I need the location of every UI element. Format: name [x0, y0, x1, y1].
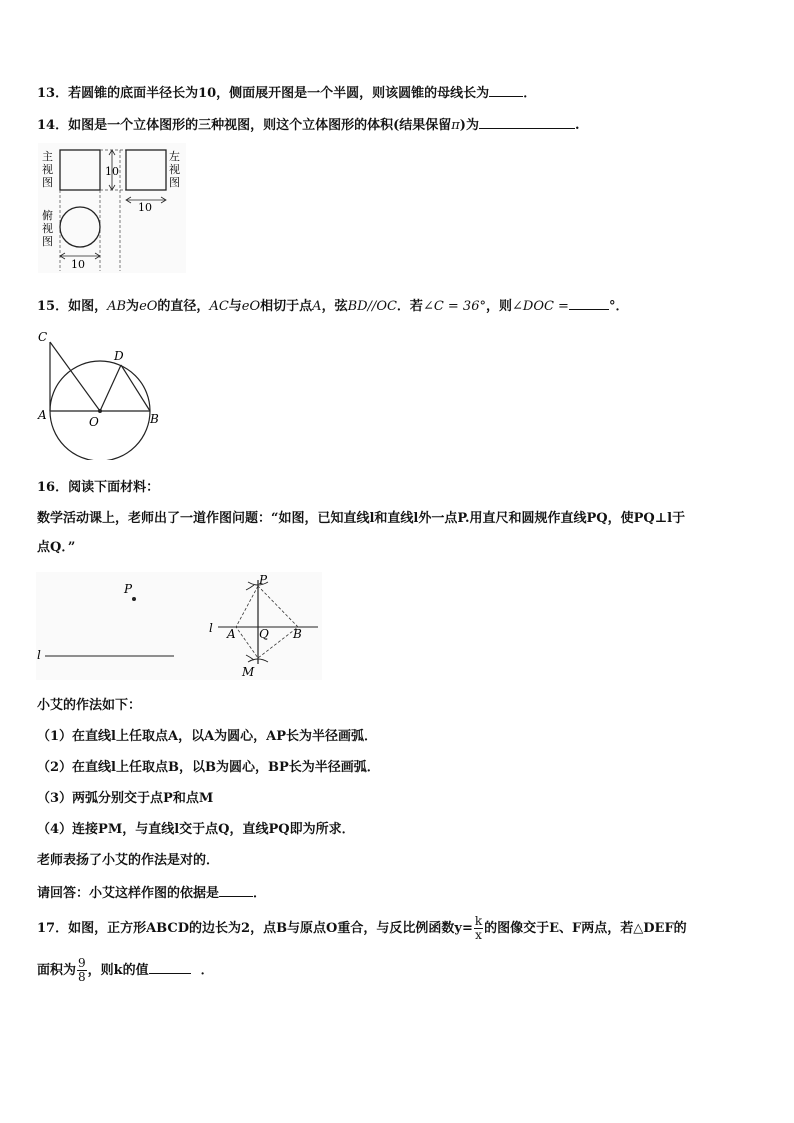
- q17-text-1: 17．如图，正方形ABCD的边长为2，点B与原点O重合，与反比例函数y=: [37, 921, 473, 936]
- segment-co: [50, 342, 100, 411]
- question-17-line-1: [37, 915, 687, 943]
- top-view-label-2: 视: [42, 222, 53, 235]
- q15-text-3: 的直径，: [157, 299, 210, 314]
- q15-text-1: 15．如图，: [37, 299, 108, 314]
- step-3: （3）两弧分别交于点P和点M: [37, 791, 214, 806]
- fraction-k: k: [474, 914, 483, 928]
- q13-end: ．: [523, 86, 537, 101]
- q15-ac: AC: [209, 299, 229, 314]
- right-label-l: l: [209, 621, 213, 635]
- label-a: A: [38, 408, 47, 422]
- step-2: （2）在直线l上任取点B，以B为圆心，BP长为半径画弧．: [37, 760, 380, 775]
- circle-o-symbol-2: eO: [241, 299, 261, 314]
- question-16-line-2: 点Q．”: [37, 540, 76, 555]
- q14-end: .: [574, 118, 580, 133]
- q15-angle-c: ∠C = 36°: [422, 299, 486, 314]
- q15-point-a: A: [312, 299, 322, 314]
- q15-text-4: 与: [228, 299, 242, 314]
- q15-end: °．: [608, 299, 629, 314]
- top-width-dimension: 10: [71, 258, 85, 271]
- height-dimension: 10: [105, 165, 119, 178]
- left-label-p: P: [124, 582, 133, 596]
- q15-text-8: ，则: [485, 299, 512, 314]
- perpendicular-construction-figure: [36, 572, 322, 680]
- point-p-dot: [132, 597, 136, 601]
- label-b: B: [150, 412, 159, 426]
- pi-symbol: π: [451, 118, 460, 133]
- left-view-label-1: 左: [169, 150, 180, 163]
- fraction-8: 8: [78, 970, 86, 984]
- question-16-line-1: 数学活动课上，老师出了一道作图问题：“如图，已知直线l和直线l外一点P.用直尺和圆规作直线PQ，使PQ⊥l于: [37, 511, 686, 526]
- fraction-k-over-x: [474, 915, 483, 942]
- right-label-m: M: [242, 665, 255, 679]
- q15-bd-parallel-oc: BD//OC: [347, 299, 397, 314]
- step-1: （1）在直线l上任取点A，以A为圆心，AP长为半径画弧．: [37, 729, 378, 744]
- left-label-l: l: [37, 648, 41, 662]
- q17-text-4: ，则k的值: [87, 963, 149, 978]
- circle-tangent-figure: [34, 328, 164, 460]
- q16-ask-end: ．: [253, 886, 267, 901]
- q14-text: 14．如图是一个立体图形的三种视图，则这个立体图形的体积(结果保留: [37, 118, 452, 133]
- q17-answer-blank[interactable]: [149, 961, 191, 974]
- front-view-label-3: 图: [42, 176, 53, 189]
- q14-mid: )为: [459, 118, 479, 133]
- chord-bd: [121, 365, 150, 411]
- circle-o-symbol: eO: [139, 299, 158, 314]
- right-label-p: P: [259, 573, 268, 587]
- q17-end: ．: [200, 963, 214, 978]
- center-point: [98, 409, 102, 413]
- q15-text-2: 为: [126, 299, 140, 314]
- q15-angle-doc: ∠DOC =: [512, 299, 569, 314]
- question-13: [37, 84, 536, 102]
- q16-answer-blank[interactable]: [219, 884, 253, 897]
- label-o: O: [89, 415, 99, 429]
- right-label-a: A: [227, 627, 236, 641]
- q15-answer-blank[interactable]: [569, 297, 609, 310]
- label-d: D: [114, 349, 124, 363]
- front-view-label-1: 主: [42, 150, 53, 163]
- question-14: [37, 116, 579, 134]
- question-17-line-2: [37, 956, 214, 986]
- label-c: C: [38, 330, 48, 344]
- left-view-label-2: 视: [169, 163, 180, 176]
- fraction-9-over-8: [77, 957, 87, 984]
- front-view-label-2: 视: [42, 163, 53, 176]
- q13-text: 13．若圆锥的底面半径长为10，侧面展开图是一个半圆，则该圆锥的母线长为: [37, 86, 490, 101]
- right-label-b: B: [293, 627, 302, 641]
- q13-answer-blank[interactable]: [489, 84, 523, 97]
- step-4: （4）连接PM，与直线l交于点Q，直线PQ即为所求．: [37, 822, 355, 837]
- top-view-label-1: 俯: [42, 209, 53, 222]
- segment-od: [100, 365, 121, 411]
- question-16-ask: [37, 884, 266, 902]
- q15-text-5: 相切于点: [260, 299, 313, 314]
- fraction-9: 9: [78, 956, 86, 970]
- left-width-dimension: 10: [138, 201, 152, 214]
- q15-text-7: ．若: [396, 299, 423, 314]
- three-views-figure: [38, 143, 186, 273]
- q17-text-2: 的图像交于E、F两点，若△DEF的: [484, 921, 687, 936]
- fraction-x: x: [475, 928, 482, 942]
- q15-ab: AB: [107, 299, 127, 314]
- right-label-q: Q: [259, 627, 269, 641]
- q15-text-6: ，弦: [321, 299, 348, 314]
- question-15: [37, 297, 628, 315]
- question-16-title: 16．阅读下面材料：: [37, 480, 160, 495]
- teacher-praise: 老师表扬了小艾的作法是对的．: [37, 853, 220, 868]
- q16-ask-text: 请回答：小艾这样作图的依据是: [37, 886, 220, 901]
- q14-answer-blank[interactable]: [479, 116, 575, 129]
- q17-text-3: 面积为: [37, 963, 77, 978]
- top-view-label-3: 图: [42, 235, 53, 248]
- method-title: 小艾的作法如下：: [37, 698, 142, 713]
- left-view-label-3: 图: [169, 176, 180, 189]
